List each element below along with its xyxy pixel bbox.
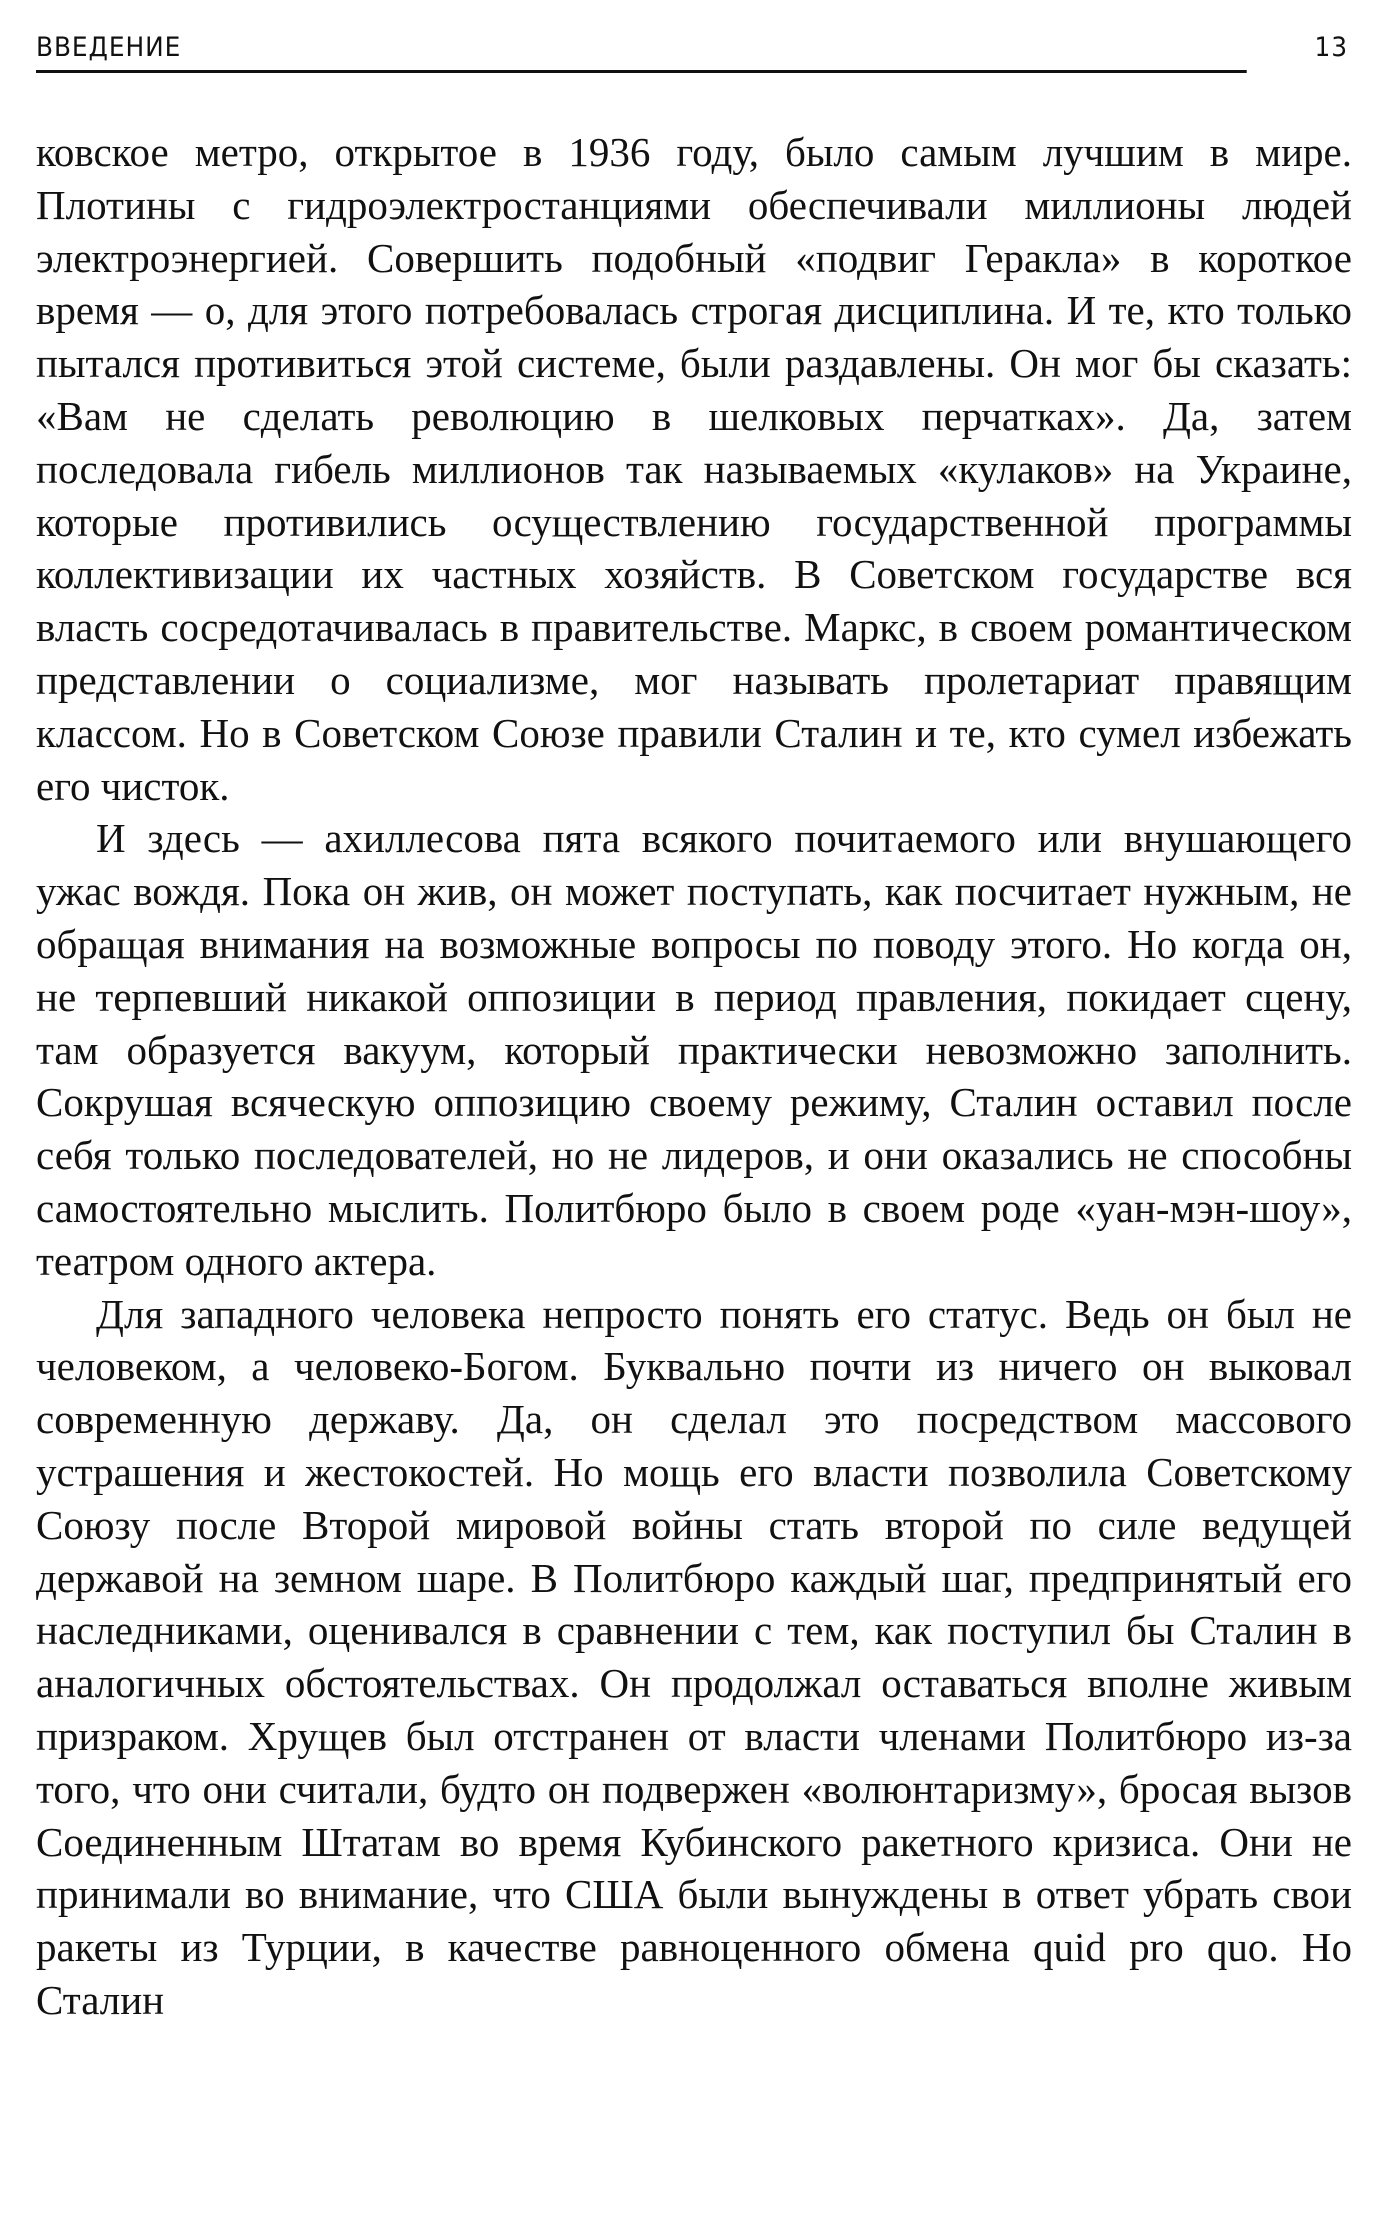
page-number: 13 [1314, 32, 1348, 63]
paragraph-2: И здесь — ахиллесова пята всякого почитаемого или внушающего ужас вождя. Пока он жив, он может поступать, как посчитает нужным, не обращая внимания на возможные вопросы по поводу этого. Но когда он, не терпевший никакой оппозиции в период правления, покидает сцену, там образуется вакуум, который практически невозможно заполнить. Сокрушая всяческую оппозицию своему режиму, Сталин оставил после себя только последователей, но не лидеров, и они оказались не способны самостоятельно мыслить. Политбюро было в своем роде «уан-мэн-шоу», театром одного актера. [36, 815, 1352, 1284]
running-head [36, 28, 1348, 73]
paragraph-3: Для западного человека непросто понять его статус. Ведь он был не человеком, а человеко-Богом. Буквально почти из ничего он выковал современную державу. Да, он сделал это посредством массового устрашения и жестокостей. Но мощь его власти позволила Советскому Союзу после Второй мировой войны стать второй по силе ведущей державой на земном шаре. В Политбюро каждый шаг, предпринятый его наследниками, оценивался в сравнении с тем, как поступил бы Сталин в аналогичных обстоятельствах. Он продолжал оставаться вполне живым призраком. Хрущев был отстранен от власти членами Политбюро из-за того, что они считали, будто он подвержен «волюнтаризму», бросая вызов Соединенным Штатам во время Кубинского ракетного кризиса. Они не принимали во внимание, что США были вынуждены в ответ убрать свои ракеты из Турции, в качестве равноценного обмена quid pro quo. Но Сталин [36, 1290, 1352, 2023]
body-text [36, 126, 1352, 2027]
paragraph-1: ковское метро, открытое в 1936 году, было самым лучшим в мире. Плотины с гидроэлектростанциями обеспечивали миллионы людей электроэнергией. Совершить подобный «подвиг Геракла» в короткое время — о, для этого потребовалась строгая дисциплина. И те, кто только пытался противиться этой системе, были раздавлены. Он мог бы сказать: «Вам не сделать революцию в шелковых перчатках». Да, затем последовала гибель миллионов так называемых «кулаков» на Украине, которые противились осуществлению государственной программы коллективизации их частных хозяйств. В Советском государстве вся власть сосредотачивалась в правительстве. Маркс, в своем романтическом представлении о социализме, мог называть пролетариат правящим классом. Но в Советском Союзе правили Сталин и те, кто сумел избежать его чисток. [36, 129, 1352, 809]
section-title: ВВЕДЕНИЕ [36, 32, 182, 63]
